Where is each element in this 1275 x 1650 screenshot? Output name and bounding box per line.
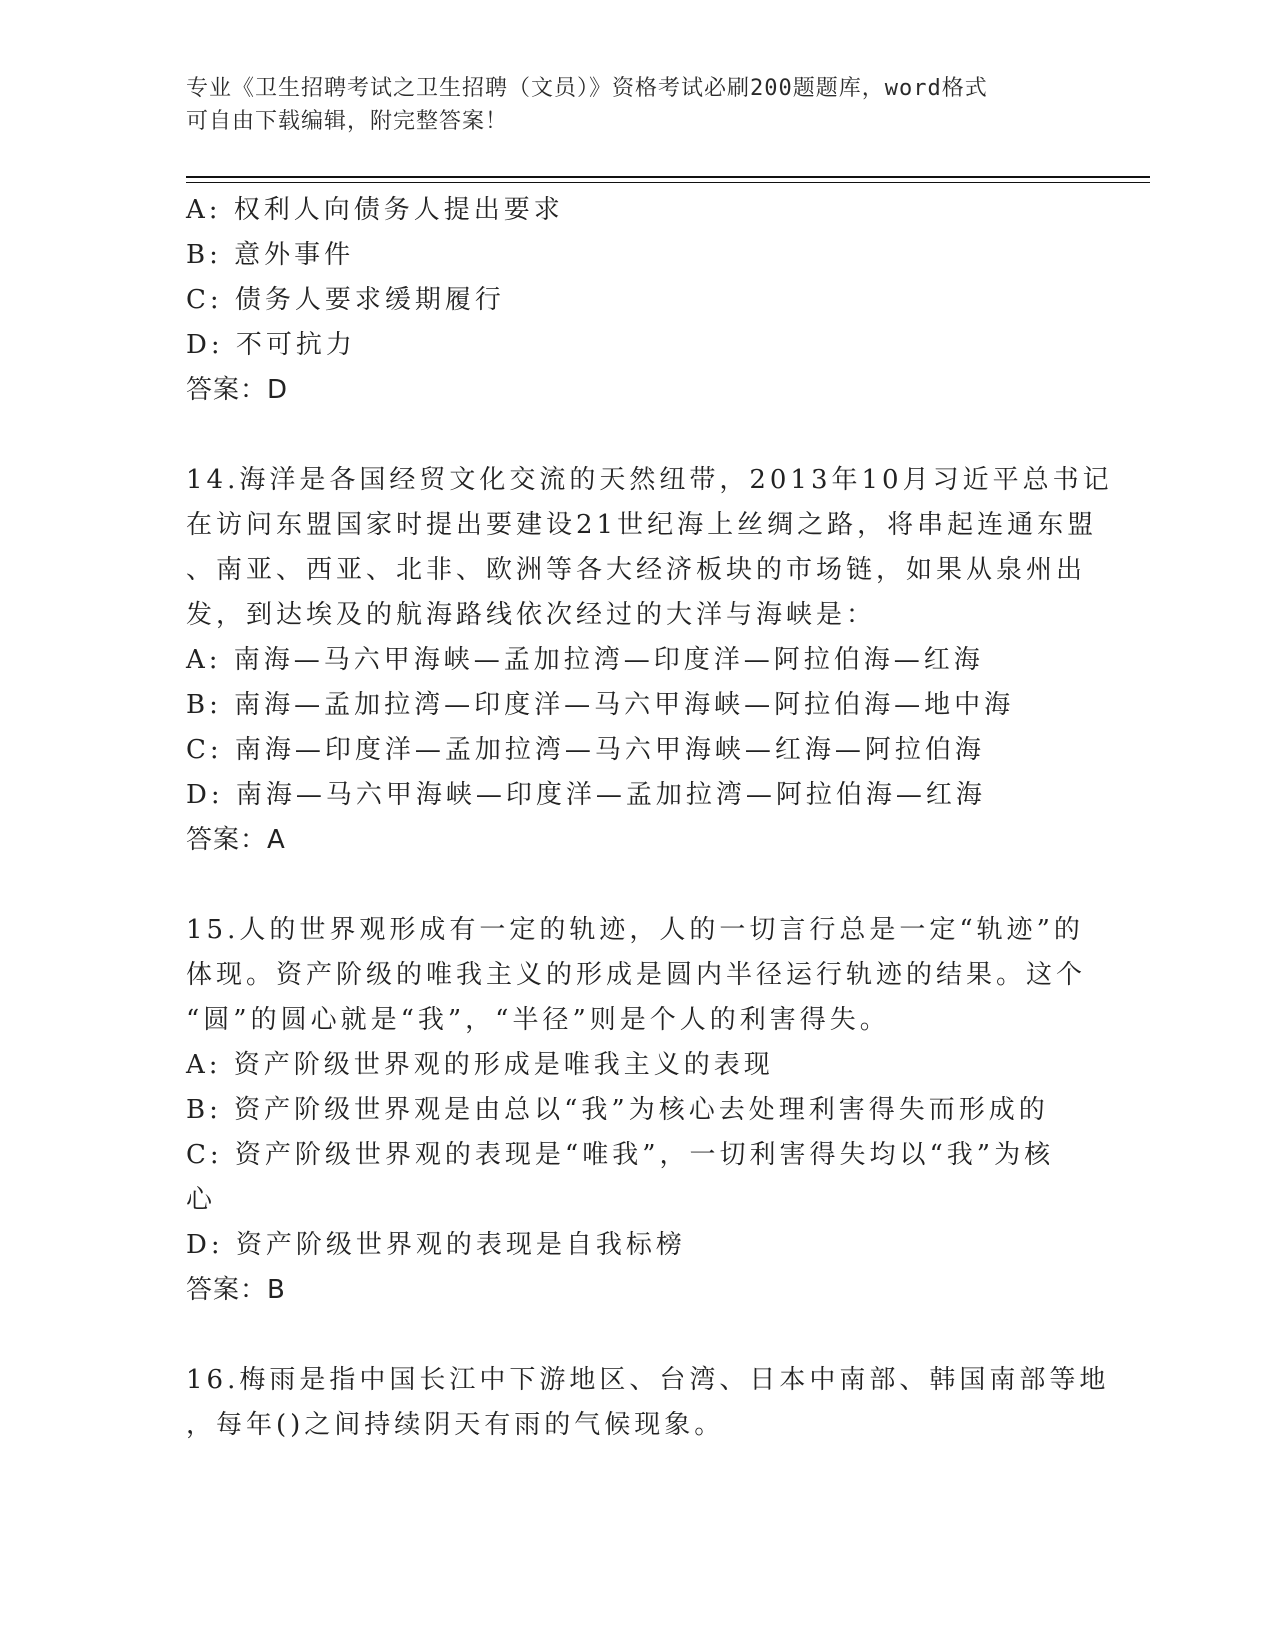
option-b: B: 意外事件 bbox=[186, 240, 355, 270]
option-a: A: 南海—马六甲海峡—孟加拉湾—印度洋—阿拉伯海—红海 bbox=[186, 645, 984, 675]
header-line-1: 专业《卫生招聘考试之卫生招聘（文员）》资格考试必刷200题题库，word格式 bbox=[186, 76, 988, 101]
option-a: A: 资产阶级世界观的形成是唯我主义的表现 bbox=[186, 1050, 774, 1080]
question-16 bbox=[186, 1358, 1110, 1448]
option-d: D: 南海—马六甲海峡—印度洋—孟加拉湾—阿拉伯海—红海 bbox=[186, 780, 986, 810]
answer-line: 答案：A bbox=[186, 825, 286, 855]
question-text-line: 在访问东盟国家时提出要建设21世纪海上丝绸之路，将串起连通东盟 bbox=[186, 510, 1098, 540]
option-c-continued: 心 bbox=[186, 1185, 217, 1215]
answer-line: 答案：D bbox=[186, 375, 289, 405]
question-text-line: 16.梅雨是指中国长江中下游地区、台湾、日本中南部、韩国南部等地 bbox=[186, 1365, 1110, 1395]
spacer bbox=[186, 1313, 1076, 1358]
spacer bbox=[186, 413, 1076, 458]
question-text-line: 、南亚、西亚、北非、欧洲等各大经济板块的市场链，如果从泉州出 bbox=[186, 555, 1087, 585]
question-13 bbox=[186, 188, 1076, 413]
question-text-line: “圆”的圆心就是“我”，“半径”则是个人的利害得失。 bbox=[186, 1005, 890, 1035]
option-b: B: 资产阶级世界观是由总以“我”为核心去处理利害得失而形成的 bbox=[186, 1095, 1049, 1125]
option-c: C: 南海—印度洋—孟加拉湾—马六甲海峡—红海—阿拉伯海 bbox=[186, 735, 985, 765]
question-14 bbox=[186, 458, 1113, 863]
question-text-line: 发，到达埃及的航海路线依次经过的大洋与海峡是： bbox=[186, 600, 877, 630]
question-text-line: 15.人的世界观形成有一定的轨迹，人的一切言行总是一定“轨迹”的 bbox=[186, 915, 1084, 945]
option-d: D: 资产阶级世界观的表现是自我标榜 bbox=[186, 1230, 686, 1260]
question-text-line: 14.海洋是各国经贸文化交流的天然纽带，2013年10月习近平总书记 bbox=[186, 465, 1113, 495]
header-rule-thin bbox=[186, 182, 1150, 183]
question-content bbox=[186, 188, 1113, 1448]
spacer bbox=[186, 863, 1076, 908]
option-c: C: 债务人要求缓期履行 bbox=[186, 285, 505, 315]
question-text-line: ，每年()之间持续阴天有雨的气候现象。 bbox=[186, 1410, 725, 1440]
header-line-2: 可自由下载编辑，附完整答案！ bbox=[186, 109, 509, 134]
option-a: A: 权利人向债务人提出要求 bbox=[186, 195, 564, 225]
document-header bbox=[186, 72, 1066, 138]
option-d: D: 不可抗力 bbox=[186, 330, 356, 360]
question-text-line: 体现。资产阶级的唯我主义的形成是圆内半径运行轨迹的结果。这个 bbox=[186, 960, 1087, 990]
header-rule-thick bbox=[186, 176, 1150, 178]
answer-line: 答案：B bbox=[186, 1275, 286, 1305]
option-b: B: 南海—孟加拉湾—印度洋—马六甲海峡—阿拉伯海—地中海 bbox=[186, 690, 1015, 720]
option-c: C: 资产阶级世界观的表现是“唯我”，一切利害得失均以“我”为核 bbox=[186, 1140, 1055, 1170]
question-15 bbox=[186, 908, 1087, 1313]
